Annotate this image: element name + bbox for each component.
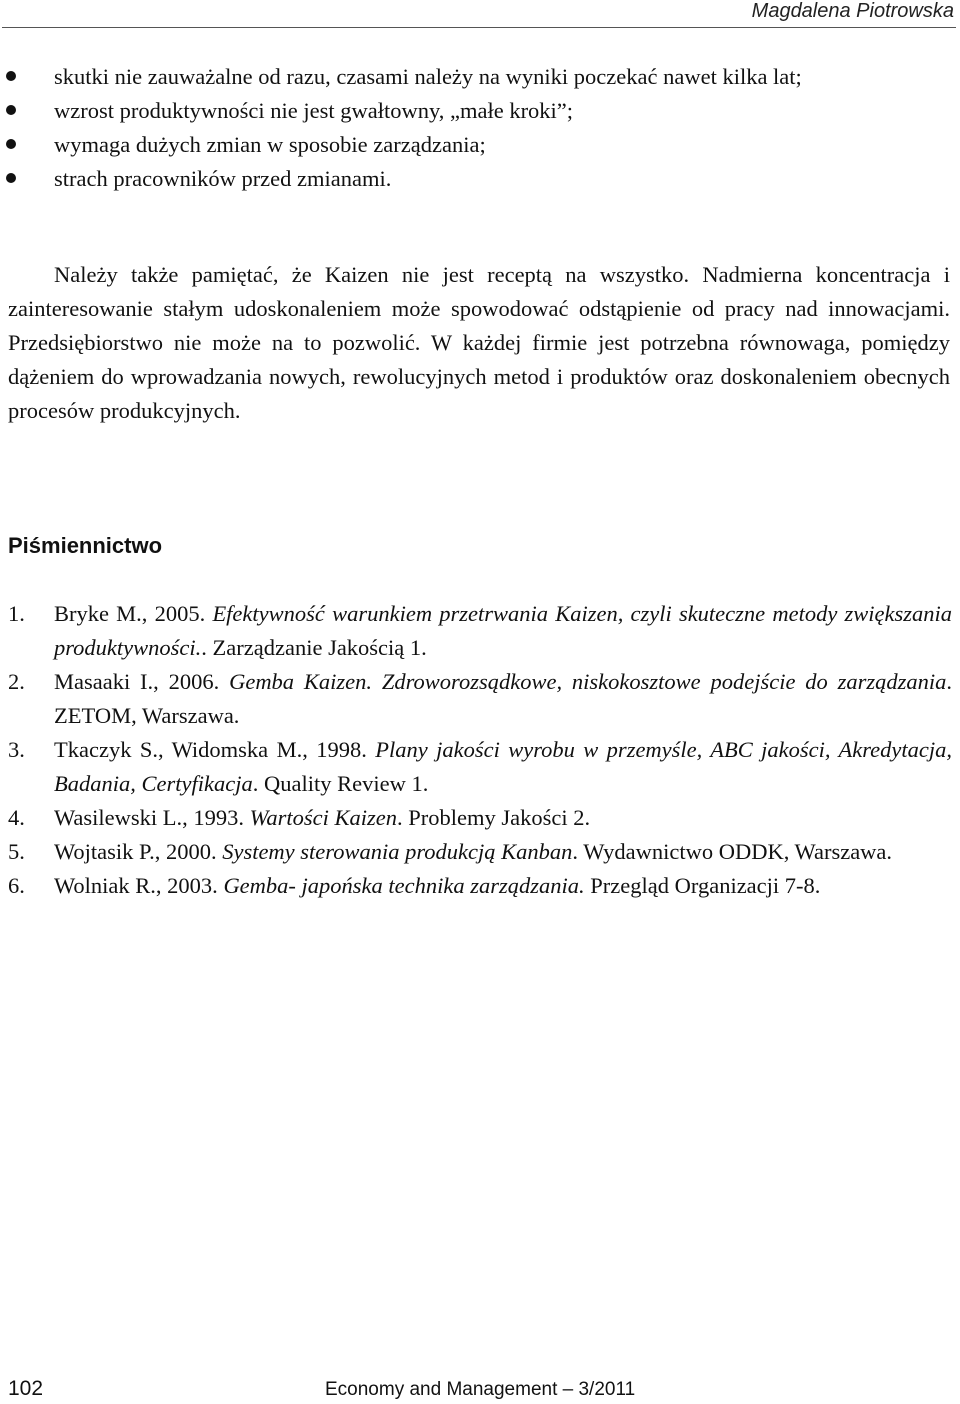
running-header [0, 0, 954, 30]
reference-authors: Wolniak R., 2003. [54, 873, 224, 898]
running-title: Magdalena Piotrowska [751, 0, 954, 22]
reference-source: Przegląd Organizacji 7-8. [584, 873, 821, 898]
reference-item [0, 801, 952, 835]
reference-source: . Problemy Jakości 2. [396, 805, 591, 830]
reference-title: Wartości Kaizen [249, 805, 397, 830]
bullet-text: wymaga dużych zmian w sposobie zarządzania; [54, 132, 486, 157]
bullet-item [0, 162, 958, 196]
reference-item [0, 835, 952, 869]
header-divider [2, 27, 956, 28]
bullet-dot-icon [6, 71, 16, 81]
reference-title: Gemba Kaizen. Zdroworozsądkowe, niskokosztowe podejście do zarządzania [229, 669, 947, 694]
reference-item [0, 665, 952, 733]
reference-title: Gemba- japońska technika zarządzania. [223, 873, 585, 898]
body-paragraph: Należy także pamiętać, że Kaizen nie jest receptą na wszystko. Nadmierna koncentracja i zainteresowanie stałym udoskonaleniem może spowodować odstąpienie od pracy nad innowacjami. Przedsiębiorstwo nie może na to pozwolić. W każdej firmie jest potrzebna równowaga, pomiędzy dążeniem do wprowadzania nowych, rewolucyjnych metod i produktów oraz doskonaleniem obecnych procesów produkcyjnych. [8, 262, 950, 423]
bullet-dot-icon [6, 173, 16, 183]
reference-authors: Wojtasik P., 2000. [54, 839, 223, 864]
references-list [0, 597, 952, 903]
reference-number: 1. [8, 601, 25, 626]
reference-item [0, 869, 952, 903]
bullet-dot-icon [6, 139, 16, 149]
references-heading: Piśmiennictwo [8, 533, 163, 558]
page-footer [8, 1376, 948, 1404]
reference-number: 3. [8, 737, 25, 762]
reference-number: 6. [8, 873, 25, 898]
reference-item [0, 733, 952, 801]
bullet-dot-icon [6, 105, 16, 115]
page-number: 102 [8, 1377, 44, 1400]
bullet-text: strach pracowników przed zmianami. [54, 166, 392, 191]
bullet-item [0, 128, 958, 162]
bullet-text: skutki nie zauważalne od razu, czasami należy na wyniki poczekać nawet kilka lat; [54, 64, 802, 89]
reference-source: . Wydawnictwo ODDK, Warszawa. [572, 839, 893, 864]
reference-number: 2. [8, 669, 25, 694]
bullet-text: wzrost produktywności nie jest gwałtowny, „małe kroki”; [54, 98, 574, 123]
bullet-list [0, 60, 958, 196]
reference-source: . Zarządzanie Jakością 1. [201, 635, 427, 660]
reference-title: Systemy sterowania produkcją Kanban [222, 839, 573, 864]
reference-item [0, 597, 952, 665]
reference-authors: Bryke M., 2005. [54, 601, 213, 626]
reference-title: Plany jakości wyrobu w przemyśle, ABC jakości, Akredytacja, Badania, Certyfikacja [54, 737, 952, 796]
reference-authors: Tkaczyk S., Widomska M., 1998. [54, 737, 376, 762]
reference-number: 5. [8, 839, 25, 864]
bullet-item [0, 94, 958, 128]
reference-title: Efektywność warunkiem przetrwania Kaizen, czyli skuteczne metody zwiększania produktywności. [54, 601, 952, 660]
journal-info: Economy and Management – 3/2011 [325, 1379, 636, 1400]
reference-authors: Masaaki I., 2006. [54, 669, 230, 694]
reference-source: . ZETOM, Warszawa. [54, 669, 952, 728]
reference-authors: Wasilewski L., 1993. [54, 805, 250, 830]
reference-number: 4. [8, 805, 25, 830]
reference-source: . Quality Review 1. [252, 771, 429, 796]
bullet-item [0, 60, 958, 94]
